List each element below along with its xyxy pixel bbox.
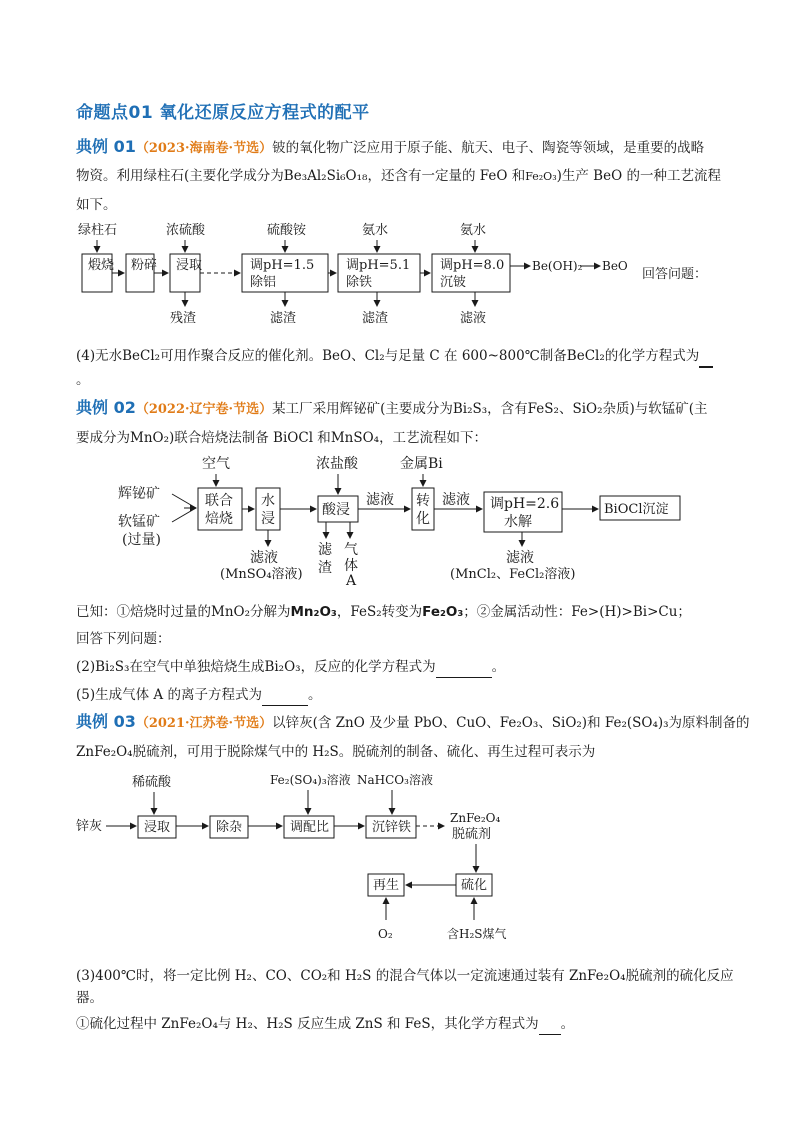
ex3-box-sulfurize-text: 硫化: [461, 878, 488, 893]
ex2-known-c: ，: [336, 604, 351, 620]
ex2-q2-c: ，反应的化学方程式为: [300, 659, 436, 675]
ex1-label-nh3-2: 氨水: [460, 223, 487, 238]
ex1-box-be-ph: 调pH=8.0: [440, 258, 505, 273]
ex2-intro-line-1: [76, 398, 708, 420]
ex1-box-fe-ph: 调pH=5.1: [346, 258, 411, 273]
ex2-formula-bi2s3: Bi₂S₃: [452, 401, 488, 417]
ex2-question-5: [76, 685, 321, 706]
ex2-box-hydrolysis-ph: 调pH=2.6: [490, 496, 560, 512]
ex1-q4-d: 的化学方程式为: [604, 348, 700, 364]
ex3-reagent-nahco3: NaHCO₃溶液: [357, 773, 433, 787]
ex2-formula-sio2: SiO₂: [572, 401, 603, 417]
ex2-intro-b3: ，工艺流程如下：: [379, 430, 488, 446]
ex1-label-beryl: 绿柱石: [78, 223, 118, 238]
ex2-gas-line-3: A: [346, 573, 357, 589]
ex2-q2-formula-2: Bi₂O₃: [264, 659, 301, 675]
ex2-residue-3-note: (MnCl₂、FeCl₂溶液): [450, 567, 576, 582]
ex3-product-label: 脱硫剂: [452, 827, 492, 842]
ex1-filtrate: 滤液: [460, 311, 487, 326]
ex1-formula-beryl: Be₃Al₂Si₆O₁₈: [283, 168, 368, 184]
ex3-q3-end: 。: [560, 1016, 575, 1032]
ex1-box-calcine-text: 煅烧: [88, 258, 115, 273]
ex2-box-roast-text-2: 焙烧: [205, 511, 233, 527]
ex2-q2-end: 。: [491, 659, 506, 675]
ex2-filtrate-1: 滤液: [366, 492, 394, 508]
ex1-intro-line-2: [76, 166, 721, 187]
ex2-formula-mnso4: MnSO₄: [330, 430, 380, 446]
ex2-q2-a: (2): [76, 659, 96, 675]
ex2-known-e: ；②金属活动性：Fe>(H)>Bi>Cu；: [463, 604, 691, 620]
ex1-label-nh4so4: 硫酸铵: [267, 223, 307, 238]
ex2-known-b: 分解为: [250, 604, 291, 620]
ex1-residue-3: 滤渣: [362, 311, 389, 326]
ex2-box-water-text-2: 浸: [261, 511, 275, 527]
ex2-known-d: 转变为: [381, 604, 423, 620]
ex1-q4-formula-1: BeCl₂: [122, 348, 161, 364]
ex3-o2: O₂: [378, 927, 393, 941]
ex1-residue-1: 残渣: [170, 311, 197, 326]
ex1-q4-c: 与足量 C 在 600~800℃制备: [384, 348, 567, 364]
ex2-gas-line-2: 体: [344, 558, 358, 574]
ex2-intro-b2: )联合焙烧法制备 BiOCl 和: [169, 430, 331, 446]
ex2-intro-a4: 杂质)与软锰矿(主: [602, 401, 708, 417]
ex1-q4-formula-2: Cl₂: [364, 348, 385, 364]
ex2-filtrate-2: 滤液: [442, 492, 470, 508]
ex1-intro-a: 铍的氧化物广泛应用于原子能、航天、电子、陶瓷等领域，是重要的战略: [272, 140, 705, 156]
ex2-known-formula-3: FeS₂: [350, 604, 382, 620]
ex3-intro-line-1: [76, 712, 750, 734]
ex2-intro-line-2: [76, 428, 487, 448]
ex1-box-leach-text: 浸取: [176, 258, 203, 273]
ex3-q3-blank[interactable]: [539, 1014, 561, 1035]
ex1-label-h2so4: 浓硫酸: [166, 223, 206, 238]
ex2-q5-end: 。: [307, 687, 322, 703]
ex2-known: [76, 602, 691, 622]
ex1-intro-line-3: 如下。: [76, 197, 117, 213]
ex2-gas-line-1: 气: [344, 542, 358, 558]
ex2-q2-formula-1: Bi₂S₃: [95, 659, 130, 675]
ex2-q5-blank[interactable]: [262, 685, 308, 706]
ex1-q4-blank[interactable]: [699, 346, 713, 368]
ex1-box-al-ph: 调pH=1.5: [250, 258, 315, 273]
ex2-flow-diagram: [110, 452, 720, 587]
ex2-residue-2-line-1: 滤: [318, 542, 332, 558]
ex1-source: （2023·海南卷·节选）: [135, 141, 273, 156]
ex3-question-3-line-1: (3)400℃时，将一定比例 H₂、CO、CO₂和 H₂S 的混合气体以一定流速通过装有 ZnFe₂O₄脱硫剂的硫化反应: [76, 968, 734, 984]
ex1-intro-b3: )生产 BeO 的一种工艺流程: [556, 168, 721, 184]
ex2-acid: 浓盐酸: [316, 456, 358, 472]
ex3-box-precipitate-text: 沉锌铁: [372, 820, 412, 835]
ex2-box-convert-text-2: 化: [416, 511, 430, 527]
ex1-label: 典例 01: [76, 137, 136, 156]
ex2-source: （2022·辽宁卷·节选）: [135, 402, 273, 417]
ex2-residue-3-label: 滤液: [506, 550, 534, 566]
ex2-air: 空气: [202, 456, 230, 472]
ex3-input-zinc-ash: 锌灰: [76, 819, 103, 834]
ex3-box-regenerate-text: 再生: [373, 878, 400, 893]
ex2-box-convert-text-1: 转: [416, 493, 430, 509]
ex1-product-beo: BeO: [602, 259, 628, 273]
ex2-known-formula-2: Mn₂O₃: [290, 604, 337, 620]
ex2-metal-bi: 金属Bi: [400, 456, 443, 472]
ex2-box-acid-leach-text: 酸浸: [322, 502, 350, 518]
ex3-flow-diagram: [72, 768, 532, 948]
ex3-intro-a: 以锌灰(含 ZnO 及少量 PbO、CuO、Fe₂O₃、SiO₂)和 Fe₂(SO₄)₃为原料制备的: [272, 715, 750, 731]
ex3-box-leach-text: 浸取: [144, 820, 171, 835]
ex2-q2-b: 在空气中单独焙烧生成: [129, 659, 265, 675]
ex3-source: （2021·江苏卷·节选）: [135, 716, 273, 731]
ex1-box-al-label: 除铝: [250, 275, 277, 290]
ex2-residue-1-label: 滤液: [250, 550, 278, 566]
ex1-intro-line-1: [76, 137, 704, 159]
ex1-formula-fe2o3: Fe₂O₃: [525, 170, 557, 183]
ex2-box-roast-text-1: 联合: [205, 493, 233, 509]
ex2-intro-b1: 要成分为: [76, 430, 130, 446]
ex1-q4-end: 。: [76, 372, 90, 388]
ex2-input-pyrolusite: 软锰矿: [118, 514, 160, 530]
ex3-label: 典例 03: [76, 712, 136, 731]
ex2-q5-a: (5)生成气体 A 的离子方程式为: [76, 687, 262, 703]
ex2-formula-mno2: MnO₂: [130, 430, 169, 446]
ex2-box-hydrolysis-label: 水解: [504, 514, 532, 530]
ex1-q4-b: 可用作聚合反应的催化剂。BeO、: [160, 348, 365, 364]
ex2-box-product-text: BiOCl沉淀: [604, 502, 669, 517]
ex3-reagent-h2so4: 稀硫酸: [132, 775, 172, 790]
ex3-question-3-sub: [76, 1014, 574, 1035]
ex2-intro-a3: 、: [558, 401, 573, 417]
ex1-label-nh3-1: 氨水: [362, 223, 389, 238]
ex2-residue-2-line-2: 渣: [318, 560, 332, 576]
ex3-product-formula: ZnFe₂O₄: [450, 811, 501, 825]
ex2-intro-a1: 某工厂采用辉铋矿(主要成分为: [272, 401, 453, 417]
ex1-residue-2: 滤渣: [270, 311, 297, 326]
ex1-flow-diagram: [70, 218, 730, 328]
ex3-box-ratio-text: 调配比: [290, 820, 330, 835]
section-heading: 命题点01 氧化还原反应方程式的配平: [76, 103, 370, 123]
ex2-label: 典例 02: [76, 398, 136, 417]
ex1-answer-hint: 回答问题：: [642, 267, 708, 282]
ex2-q2-blank[interactable]: [436, 657, 492, 678]
ex1-intro-b1: 物资。利用绿柱石(主要化学成分为: [76, 168, 284, 184]
ex1-q4-formula-3: BeCl₂: [566, 348, 605, 364]
ex2-box-water-text-1: 水: [261, 493, 275, 509]
ex1-box-be-label: 沉铍: [440, 275, 467, 290]
ex2-residue-1-note: (MnSO₄溶液): [220, 567, 303, 582]
ex3-box-purify-text: 除杂: [216, 820, 243, 835]
ex1-product-beoh2: Be(OH)₂: [532, 259, 583, 273]
ex1-box-grind-text: 粉碎: [131, 258, 158, 273]
ex3-question-3-line-2: 器。: [76, 990, 103, 1006]
ex2-known-a: 已知：①焙烧时过量的: [76, 604, 211, 620]
ex1-intro-b2: ，还含有一定量的 FeO 和: [367, 168, 526, 184]
ex2-intro-a2: ，含有: [487, 401, 528, 417]
ex3-reagent-fe2so43: Fe₂(SO₄)₃溶液: [270, 773, 351, 787]
ex3-gas: 含H₂S煤气: [447, 927, 507, 941]
ex2-answer-hint: 回答下列问题：: [76, 631, 171, 647]
ex3-intro-line-2: ZnFe₂O₄脱硫剂，可用于脱除煤气中的 H₂S。脱硫剂的制备、硫化、再生过程可表示为: [76, 744, 596, 760]
ex2-input-excess: (过量): [122, 532, 161, 548]
ex2-question-2: [76, 657, 505, 678]
ex2-formula-fes2: FeS₂: [527, 401, 559, 417]
ex2-input-bismuthinite: 辉铋矿: [118, 486, 160, 502]
ex1-q4-a: (4)无水: [76, 348, 123, 364]
ex1-box-fe-label: 除铁: [346, 275, 373, 290]
ex2-known-formula-4: Fe₂O₃: [422, 604, 464, 620]
ex3-q3-sub-text: ①硫化过程中 ZnFe₂O₄与 H₂、H₂S 反应生成 ZnS 和 FeS，其化学方程式为: [76, 1016, 539, 1032]
ex2-known-formula-1: MnO₂: [211, 604, 250, 620]
ex1-question-4: [76, 346, 713, 368]
